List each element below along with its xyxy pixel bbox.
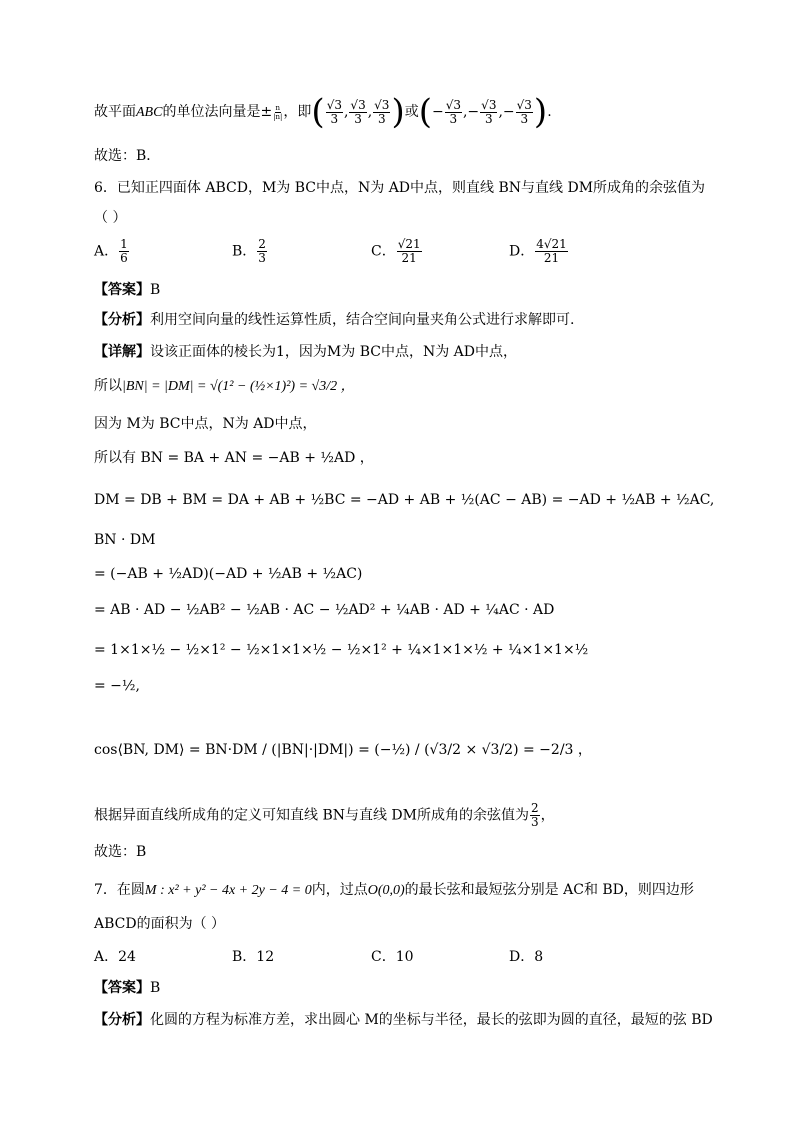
q6-eq8: = −½, (94, 678, 140, 694)
q7-option-b: B．12 (232, 949, 275, 965)
normal-vector-line: 故平面ABC的单位法向量是± $\frac{n}{|n|}$ ，即( $\frac{√3}{3}$ , $\frac{√3}{3}$ , $\frac{√3}{3}$ )或(− $\frac{√3}{3}$ ,− $\frac{√3}{3}$ ,− $\frac{√3}{3}$ ). (94, 92, 552, 132)
q6-option-a: A． $\frac{1}{6}$ (94, 237, 128, 265)
q6-eq4: BN · DM (94, 532, 156, 548)
q6-eq5: = (−AB + ½AD)(−AD + ½AB + ½AC) (94, 566, 363, 582)
q6-eq7: = 1×1×½ − ½×1² − ½×1×1×½ − ½×1² + ¼×1×1×½ + ¼×1×1×½ (94, 642, 589, 658)
q6-conclusion: 根据异面直线所成角的定义可知直线 BN与直线 DM所成角的余弦值为 $\frac{2}{3}$ ， (94, 801, 555, 829)
normal-fraction: $\frac{n}{|n|}$ (273, 103, 283, 121)
q7-stem-2: ABCD的面积为（ ） (94, 916, 226, 932)
q6-option-c: C． $\frac{√21}{21}$ (371, 237, 421, 265)
q7-option-a: A．24 (94, 949, 136, 965)
q6-stem: 6．已知正四面体 ABCD，M为 BC中点，N为 AD中点，则直线 BN与直线 DM所成角的余弦值为 (94, 180, 706, 196)
q7-option-d: D．8 (509, 949, 544, 965)
q6-eq6: = AB · AD − ½AB² − ½AB · AC − ½AD² + ¼AB · AD + ¼AC · AD (94, 602, 555, 618)
choose-line-1: 故选：B． (94, 148, 161, 164)
q7-answer: 【答案】B (94, 980, 161, 996)
q7-analysis: 【分析】化圆的方程为标准方差，求出圆心 M的坐标与半径，最长的弦即为圆的直径，最短的弦 BD (94, 1012, 713, 1028)
q6-eq3: DM = DB + BM = DA + AB + ½BC = −AD + AB + ½(AC − AB) = −AD + ½AB + ½AC, (94, 492, 715, 508)
q6-because: 因为 M为 BC中点，N为 AD中点， (94, 416, 317, 432)
q6-eq2: 所以有 BN = BA + AN = −AB + ½AD ， (94, 450, 374, 466)
q7-option-c: C．10 (371, 949, 414, 965)
q6-detail: 【详解】设该正面体的棱长为1，因为M为 BC中点，N为 AD中点， (94, 344, 517, 360)
q6-eq1: 所以|BN| = |DM| = √(1² − (½×1)²) = √3/2 ， (94, 378, 355, 394)
q6-option-d: D． $\frac{4√21}{21}$ (509, 237, 567, 265)
q6-paren: （ ） (94, 210, 127, 226)
q7-stem: 7．在圆M : x² + y² − 4x + 2y − 4 = 0内，过点O(0,0)的最长弦和最短弦分别是 AC和 BD，则四边形 (94, 882, 694, 898)
q6-eq9: cos⟨BN, DM⟩ = BN·DM / (|BN|·|DM|) = (−½) / (√3/2 × √3/2) = −2/3 ， (94, 742, 592, 758)
q6-answer: 【答案】B (94, 282, 161, 298)
q6-option-b: B． $\frac{2}{3}$ (232, 237, 266, 265)
q6-analysis: 【分析】利用空间向量的线性运算性质，结合空间向量夹角公式进行求解即可. (94, 312, 575, 328)
q6-choose: 故选：B (94, 844, 147, 860)
